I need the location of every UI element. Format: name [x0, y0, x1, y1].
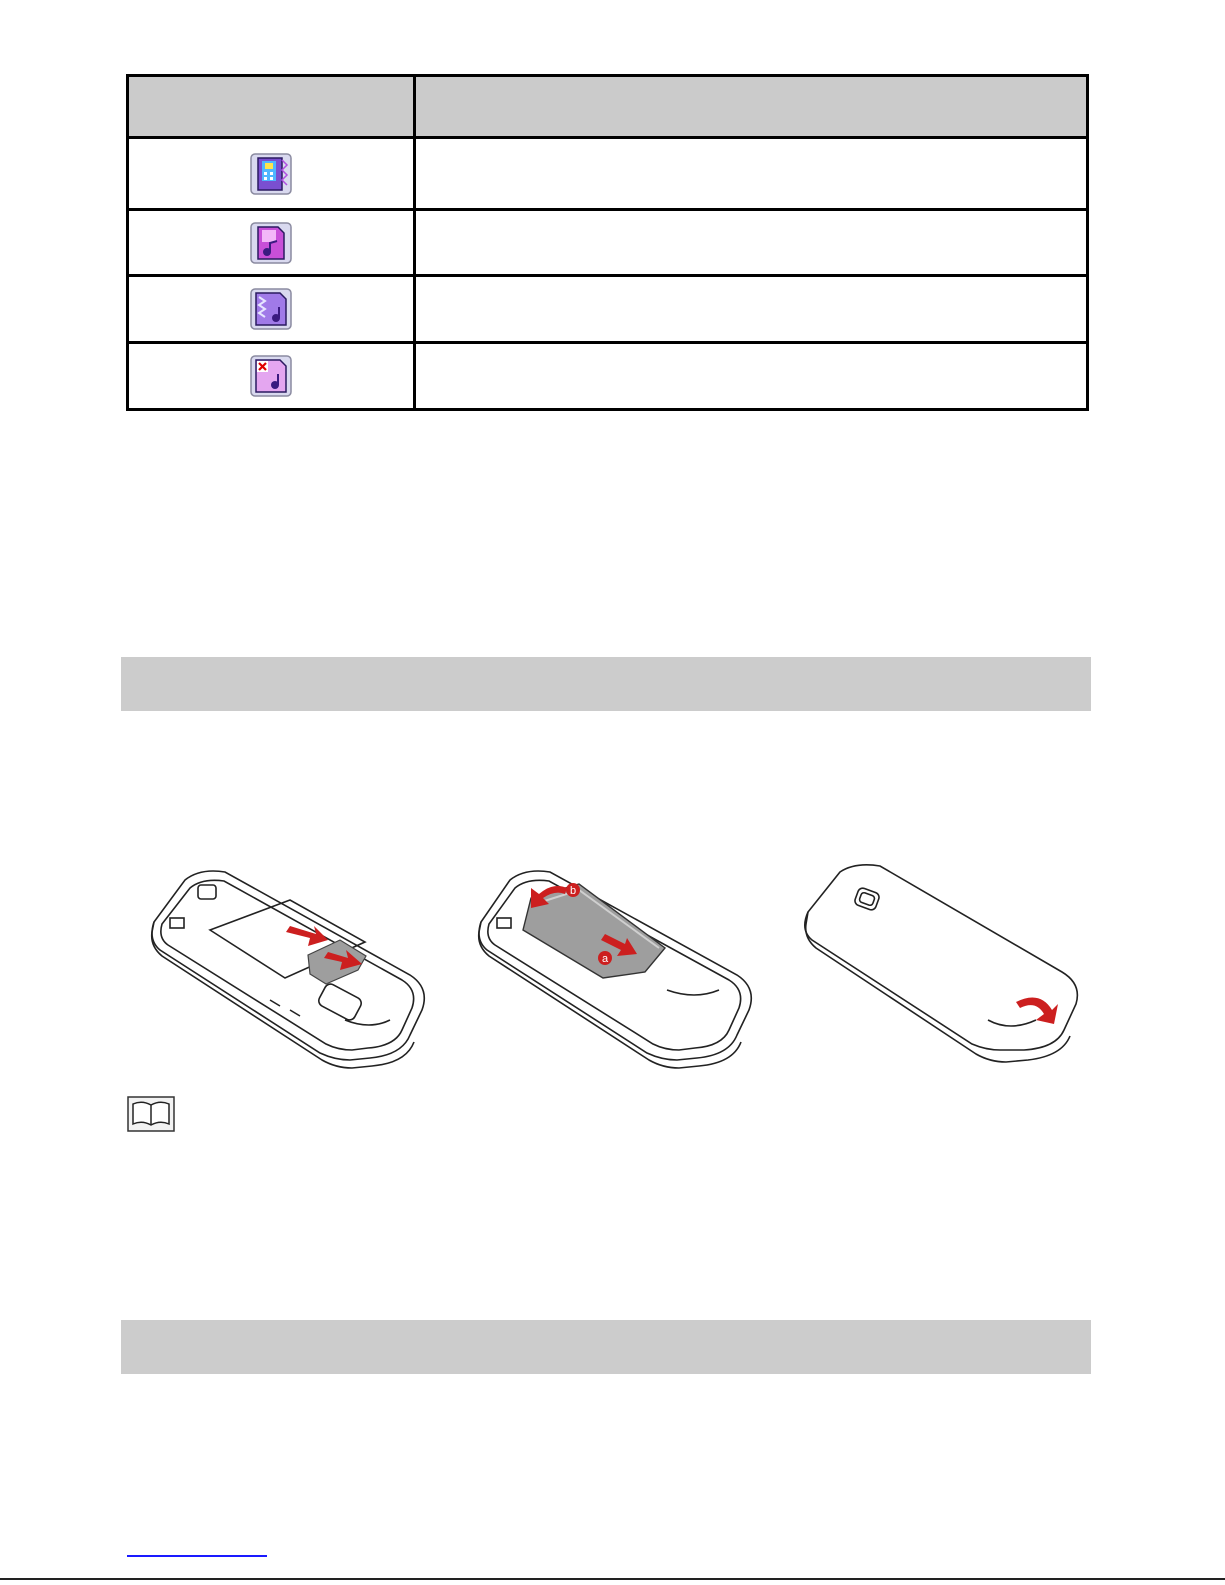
svg-text:b: b [569, 885, 577, 897]
table-header [129, 77, 1086, 139]
header-col-icon [129, 77, 416, 136]
callout-a [598, 951, 612, 965]
footer-link-rule [127, 1555, 267, 1557]
header-col-description [416, 77, 1086, 136]
section-heading [121, 657, 1091, 711]
insert-battery-illustration [475, 860, 760, 1070]
svg-text:a: a [601, 953, 609, 965]
callout-b [566, 883, 580, 897]
close-battery-cover-illustration [800, 860, 1090, 1070]
row-description [416, 139, 1086, 208]
table-row [129, 344, 1086, 408]
row-description [416, 277, 1086, 341]
table-row [129, 277, 1086, 344]
music-card-icon [249, 221, 293, 265]
table-row [129, 139, 1086, 211]
book-note-icon [127, 1096, 175, 1132]
section-heading [121, 1320, 1091, 1374]
insert-sim-card-illustration [140, 860, 435, 1070]
row-description [416, 211, 1086, 274]
page-bottom-rule [0, 1578, 1225, 1580]
table-row [129, 211, 1086, 277]
arrow-icon [1016, 998, 1058, 1025]
icon-table [126, 74, 1089, 411]
row-description [416, 344, 1086, 408]
memory-card-music-icon [249, 287, 293, 331]
phone-storage-icon [249, 152, 293, 196]
card-error-icon [249, 354, 293, 398]
